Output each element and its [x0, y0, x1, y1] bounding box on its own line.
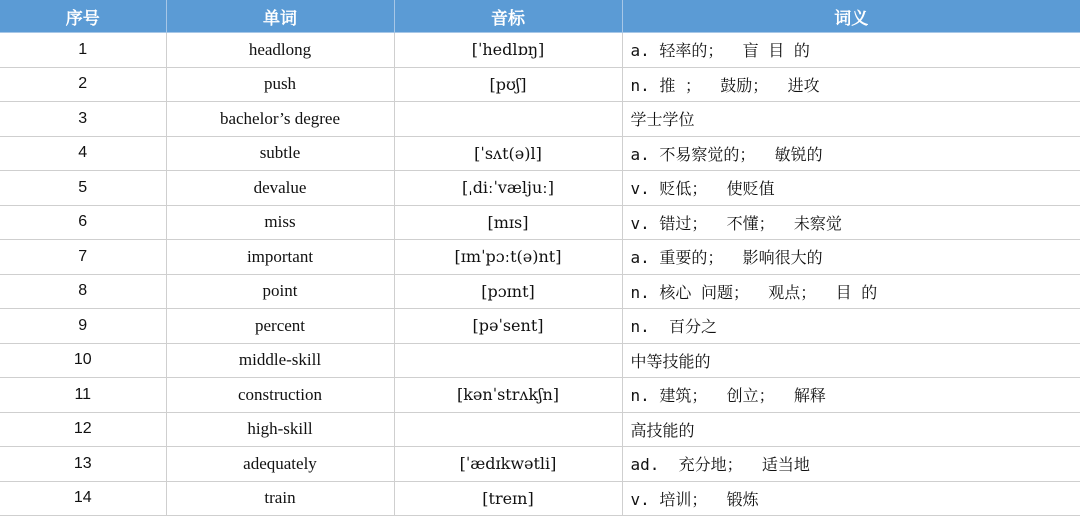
row-index: 14 [0, 481, 166, 516]
row-meaning: a. 不易察觉的； 敏锐的 [622, 136, 1080, 171]
header-meaning: 词义 [622, 0, 1080, 33]
row-meaning: n. 建筑； 创立； 解释 [622, 378, 1080, 413]
row-index: 8 [0, 274, 166, 309]
table-header-row [0, 0, 1080, 33]
table-row [0, 136, 1080, 171]
row-meaning: a. 轻率的； 盲 目 的 [622, 33, 1080, 68]
row-phonetic: [mɪs] [394, 205, 622, 240]
row-word: point [166, 274, 394, 309]
row-meaning: v. 培训； 锻炼 [622, 481, 1080, 516]
row-word: bachelor’s degree [166, 102, 394, 137]
row-phonetic: [ˈædɪkwətli] [394, 447, 622, 482]
row-meaning: a. 重要的； 影响很大的 [622, 240, 1080, 275]
row-word: important [166, 240, 394, 275]
header-index: 序号 [0, 0, 166, 33]
row-word: subtle [166, 136, 394, 171]
table-row [0, 378, 1080, 413]
table-row [0, 412, 1080, 447]
row-word: construction [166, 378, 394, 413]
row-phonetic: [treɪn] [394, 481, 622, 516]
table-row [0, 67, 1080, 102]
row-word: high-skill [166, 412, 394, 447]
row-meaning: n. 核心 问题； 观点； 目 的 [622, 274, 1080, 309]
row-phonetic: [ˈsʌt(ə)l] [394, 136, 622, 171]
row-index: 4 [0, 136, 166, 171]
row-index: 3 [0, 102, 166, 137]
row-word: devalue [166, 171, 394, 206]
table-row [0, 309, 1080, 344]
row-phonetic: [kənˈstrʌkʃn] [394, 378, 622, 413]
row-meaning: v. 错过； 不懂； 未察觉 [622, 205, 1080, 240]
row-word: percent [166, 309, 394, 344]
row-phonetic: [ˈhedlɒŋ] [394, 33, 622, 68]
row-meaning: 学士学位 [622, 102, 1080, 137]
row-phonetic: [ˌdiːˈvæljuː] [394, 171, 622, 206]
row-index: 1 [0, 33, 166, 68]
table-row [0, 481, 1080, 516]
table-row [0, 343, 1080, 378]
table-row [0, 240, 1080, 275]
row-index: 2 [0, 67, 166, 102]
row-meaning: 高技能的 [622, 412, 1080, 447]
table-row [0, 171, 1080, 206]
row-phonetic [394, 343, 622, 378]
row-index: 13 [0, 447, 166, 482]
table-row [0, 33, 1080, 68]
row-index: 10 [0, 343, 166, 378]
row-meaning: ad. 充分地； 适当地 [622, 447, 1080, 482]
row-meaning: v. 贬低； 使贬值 [622, 171, 1080, 206]
row-word: miss [166, 205, 394, 240]
row-phonetic [394, 102, 622, 137]
row-word: middle-skill [166, 343, 394, 378]
row-index: 11 [0, 378, 166, 413]
row-index: 5 [0, 171, 166, 206]
row-index: 12 [0, 412, 166, 447]
row-index: 7 [0, 240, 166, 275]
row-meaning: n. 百分之 [622, 309, 1080, 344]
row-word: adequately [166, 447, 394, 482]
row-index: 9 [0, 309, 166, 344]
row-phonetic: [pəˈsent] [394, 309, 622, 344]
row-word: headlong [166, 33, 394, 68]
table-row [0, 274, 1080, 309]
table-row [0, 205, 1080, 240]
table-row [0, 447, 1080, 482]
row-meaning: n. 推 ； 鼓励； 进攻 [622, 67, 1080, 102]
row-word: push [166, 67, 394, 102]
row-phonetic [394, 412, 622, 447]
header-word: 单词 [166, 0, 394, 33]
row-meaning: 中等技能的 [622, 343, 1080, 378]
row-phonetic: [pʊʃ] [394, 67, 622, 102]
row-word: train [166, 481, 394, 516]
row-index: 6 [0, 205, 166, 240]
row-phonetic: [pɔɪnt] [394, 274, 622, 309]
header-phonetic: 音标 [394, 0, 622, 33]
table-row [0, 102, 1080, 137]
row-phonetic: [ɪmˈpɔːt(ə)nt] [394, 240, 622, 275]
